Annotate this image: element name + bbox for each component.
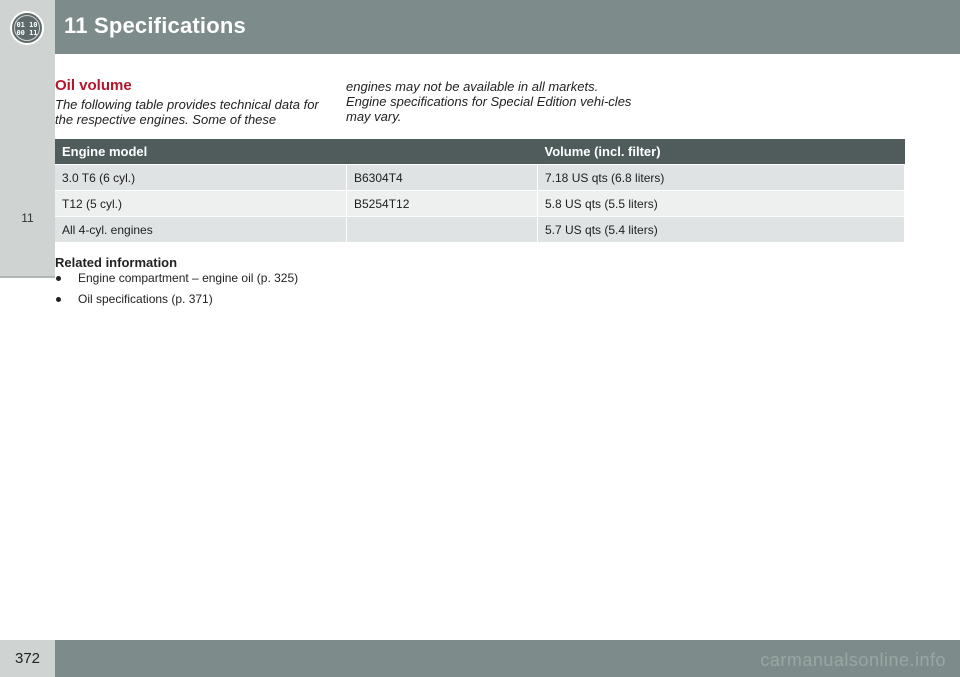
table-header-row xyxy=(55,139,905,165)
header-icon-tab xyxy=(0,0,55,54)
column-header-engine-model: Engine model xyxy=(55,139,538,165)
column-header-volume: Volume (incl. filter) xyxy=(538,139,905,165)
chapter-number: 11 xyxy=(21,211,34,225)
dashboard-gauge-icon xyxy=(9,10,45,46)
page-number: 372 xyxy=(0,640,55,677)
volume-cell: 5.8 US qts (5.5 liters) xyxy=(538,191,905,217)
related-link-text: Oil specifications (p. 371) xyxy=(78,292,213,306)
related-information-title: Related information xyxy=(55,255,178,270)
related-link-oil-specifications[interactable] xyxy=(55,292,298,313)
engine-code-cell: B5254T12 xyxy=(347,191,538,217)
section-title: Oil volume xyxy=(55,77,132,94)
table-row xyxy=(55,165,905,191)
page-title: 11 Specifications xyxy=(64,13,246,38)
related-information-list xyxy=(55,271,298,313)
volume-cell: 5.7 US qts (5.4 liters) xyxy=(538,217,905,243)
related-link-engine-oil[interactable] xyxy=(55,271,298,292)
engine-cell: All 4-cyl. engines xyxy=(55,217,347,243)
svg-text:00 11: 00 11 xyxy=(16,29,38,37)
chapter-side-tab[interactable] xyxy=(0,54,55,278)
page-footer xyxy=(0,640,960,677)
page-header xyxy=(0,0,960,54)
table-row xyxy=(55,217,905,243)
engine-cell: T12 (5 cyl.) xyxy=(55,191,347,217)
engine-code-cell xyxy=(347,217,538,243)
watermark: carmanualsonline.info xyxy=(760,650,946,670)
oil-volume-table xyxy=(55,139,905,242)
bullet-icon xyxy=(56,297,61,302)
intro-text-column-1: The following table provides technical data for the respective engines. Some of these xyxy=(55,97,319,127)
engine-cell: 3.0 T6 (6 cyl.) xyxy=(55,165,347,191)
engine-code-cell: B6304T4 xyxy=(347,165,538,191)
bullet-icon xyxy=(56,276,61,281)
svg-text:01 10: 01 10 xyxy=(16,21,38,29)
intro-text-column-2: engines may not be available in all markets. Engine specifications for Special Edition vehi-cles may vary. xyxy=(346,79,632,124)
related-link-text: Engine compartment – engine oil (p. 325) xyxy=(78,271,299,285)
volume-cell: 7.18 US qts (6.8 liters) xyxy=(538,165,905,191)
table-row xyxy=(55,191,905,217)
